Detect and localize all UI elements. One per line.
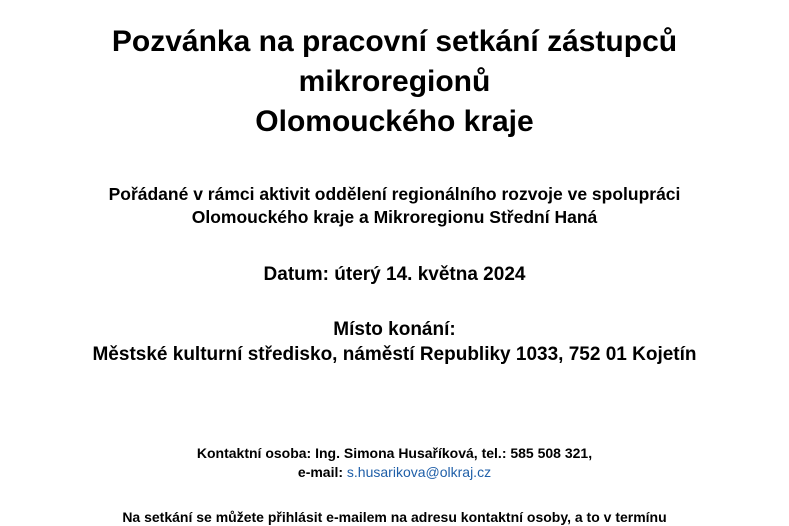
title-line-1: Pozvánka na pracovní setkání zástupců [111, 25, 678, 58]
contact-email-link[interactable]: s.husarikova@olkraj.cz [346, 464, 492, 480]
contact-person-line: Kontaktní osoba: Ing. Simona Husaříková, tel.: 585 508 321, [196, 445, 593, 461]
title-line-2: mikroregionů [298, 65, 491, 98]
venue-label: Místo konání: [333, 319, 456, 340]
event-date: Datum: úterý 14. května 2024 [263, 264, 526, 285]
venue-address: Městské kulturní středisko, náměstí Republiky 1033, 752 01 Kojetín [92, 344, 697, 365]
page-title [0, 22, 789, 142]
contact-email-line [0, 463, 789, 482]
signup-paragraph: Na setkání se můžete přihlásit e-mailem na adresu kontaktní osoby, a to v termínu [122, 509, 667, 525]
organizer-line-2: Olomouckého kraje a Mikroregionu Střední Haná [191, 207, 598, 227]
contact-info [0, 444, 789, 482]
title-line-3: Olomouckého kraje [255, 105, 534, 138]
event-venue [0, 317, 789, 367]
organizer-paragraph [0, 183, 789, 229]
organizer-line-1: Pořádané v rámci aktivit oddělení regionálního rozvoje ve spolupráci [108, 184, 681, 204]
email-label: e-mail: [297, 464, 347, 480]
